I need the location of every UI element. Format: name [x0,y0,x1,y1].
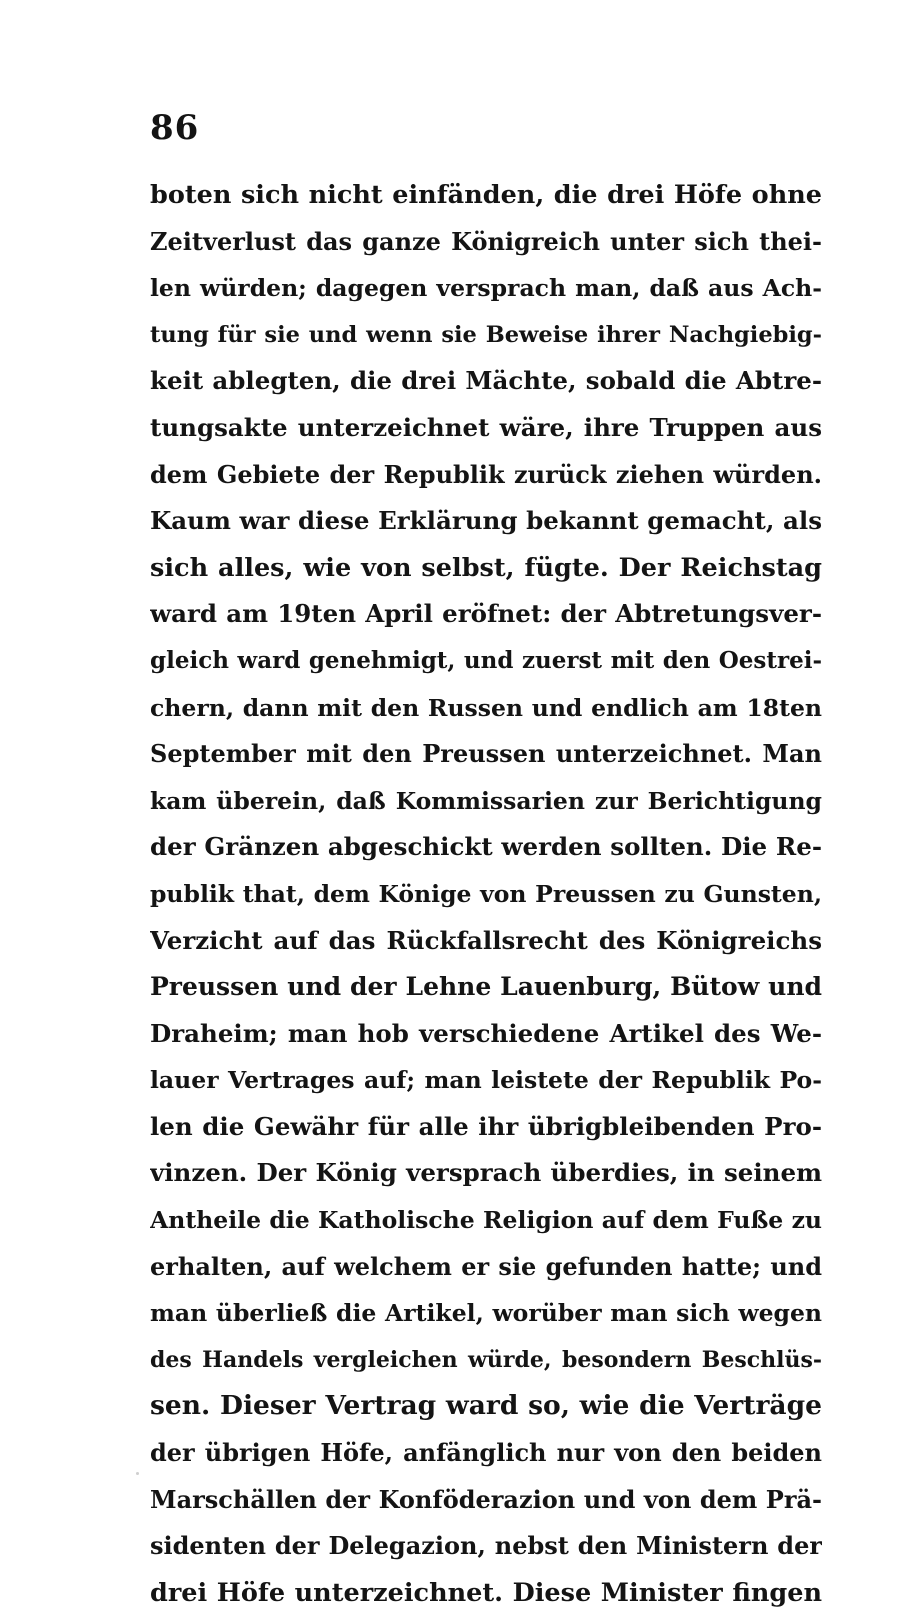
text-line: tung für sie und wenn sie Beweise ihrer Nachgiebig- [150,321,822,348]
text-line: sidenten der Delegazion, nebst den Ministern der [150,1531,822,1561]
text-line: ward am 19ten April eröfnet: der Abtretungsver- [150,599,822,629]
text-line: chern, dann mit den Russen und endlich am 18ten [150,693,822,722]
text-line: September mit den Preussen unterzeichnet. Man [150,739,822,769]
text-line: len die Gewähr für alle ihr übrigbleibenden Pro- [150,1111,822,1141]
body-text [150,172,822,1616]
text-line: kam überein, daß Kommissarien zur Berichtigung [150,786,822,815]
page-number: 86 [150,108,200,148]
text-line: sen. Dieser Vertrag ward so, wie die Verträge [150,1390,822,1422]
text-line: der Gränzen abgeschickt werden sollten. Die Re- [150,832,822,862]
text-line: dem Gebiete der Republik zurück ziehen würden. [150,459,822,489]
text-line: gleich ward genehmigt, und zuerst mit den Oestrei- [150,646,822,674]
text-line: Draheim; man hob verschiedene Artikel des We- [150,1018,822,1048]
text-line: vinzen. Der König versprach überdies, in seinem [150,1158,822,1188]
text-line: Preussen und der Lehne Lauenburg, Bütow und [150,972,822,1002]
text-line: sich alles, wie von selbst, fügte. Der Reichstag [150,552,822,583]
text-line: Zeitverlust das ganze Königreich unter sich thei- [150,226,822,256]
text-line: len würden; dagegen versprach man, daß aus Ach- [150,274,822,303]
text-line: Kaum war diese Erklärung bekannt gemacht, als [150,506,822,536]
text-line: tungsakte unterzeichnet wäre, ihre Truppen aus [150,412,822,442]
text-line: man überließ die Artikel, worüber man sich wegen [150,1299,822,1328]
text-line: lauer Vertrages auf; man leistete der Republik Po- [150,1066,822,1095]
text-line: Antheile die Katholische Religion auf dem Fuße zu [150,1206,822,1235]
text-line: keit ablegten, die drei Mächte, sobald die Abtre- [150,366,822,396]
text-line: erhalten, auf welchem er sie gefunden hatte; und [150,1251,822,1281]
paper-speck [136,1472,139,1475]
text-line: publik that, dem Könige von Preussen zu Gunsten, [150,879,822,908]
text-line: boten sich nicht einfänden, die drei Höfe ohne [150,180,822,210]
text-line: der übrigen Höfe, anfänglich nur von den beiden [150,1438,822,1468]
text-line: Verzicht auf das Rückfallsrecht des Königreichs [150,925,822,955]
text-line: drei Höfe unterzeichnet. Diese Minister fingen [150,1577,822,1608]
text-line: Marschällen der Konföderazion und von dem Prä- [150,1484,822,1514]
text-line: des Handels vergleichen würde, besondern Beschlüs- [150,1346,822,1373]
